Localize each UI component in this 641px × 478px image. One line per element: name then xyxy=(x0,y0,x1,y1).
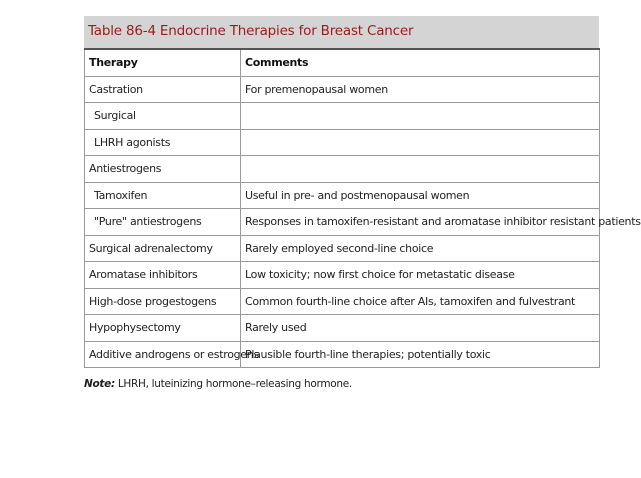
comment-cell: Rarely used xyxy=(241,315,600,342)
table-row xyxy=(85,156,600,183)
therapy-cell: Antiestrogens xyxy=(85,156,241,183)
therapy-cell: "Pure" antiestrogens xyxy=(85,209,241,236)
note-text: LHRH, luteinizing hormone–releasing hormone. xyxy=(117,378,352,390)
therapy-cell: Surgical xyxy=(85,103,241,130)
therapy-table xyxy=(84,48,641,368)
table-row xyxy=(85,209,600,236)
therapy-cell: Aromatase inhibitors xyxy=(85,262,241,289)
comment-cell: Common fourth-line choice after AIs, tamoxifen and fulvestrant xyxy=(241,288,600,315)
table-row xyxy=(85,76,600,103)
table-row xyxy=(85,262,600,289)
therapy-cell: Hypophysectomy xyxy=(85,315,241,342)
comment-cell: Useful in pre- and postmenopausal women xyxy=(241,182,600,209)
table-title: Table 86-4 Endocrine Therapies for Breast Cancer xyxy=(84,16,599,48)
table-row xyxy=(85,341,600,368)
therapy-cell: LHRH agonists xyxy=(85,129,241,156)
table-row xyxy=(85,182,600,209)
header-comments: Comments xyxy=(241,49,600,76)
therapy-cell: Castration xyxy=(85,76,241,103)
table-body xyxy=(85,76,641,368)
table-row xyxy=(85,288,600,315)
table-row xyxy=(85,129,600,156)
table-row xyxy=(85,235,600,262)
header-therapy: Therapy xyxy=(85,49,241,76)
comment-cell: Rarely employed second-line choice xyxy=(241,235,600,262)
therapy-cell: Additive androgens or estrogens xyxy=(85,341,241,368)
note-label: Note: xyxy=(84,378,115,390)
comment-cell: For premenopausal women xyxy=(241,76,600,103)
table-row xyxy=(85,315,600,342)
comment-cell: Low toxicity; now first choice for metastatic disease xyxy=(241,262,600,289)
comment-cell xyxy=(241,129,600,156)
therapy-cell: High-dose progestogens xyxy=(85,288,241,315)
therapy-cell: Tamoxifen xyxy=(85,182,241,209)
therapy-table-container xyxy=(84,16,641,368)
comment-cell: Responses in tamoxifen-resistant and aromatase inhibitor resistant patients xyxy=(241,209,600,236)
comment-cell xyxy=(241,103,600,130)
therapy-cell: Surgical adrenalectomy xyxy=(85,235,241,262)
comment-cell xyxy=(241,156,600,183)
table-note xyxy=(84,378,352,390)
table-row xyxy=(85,103,600,130)
comment-cell: Plausible fourth-line therapies; potentially toxic xyxy=(241,341,600,368)
table-header-row xyxy=(85,49,600,76)
